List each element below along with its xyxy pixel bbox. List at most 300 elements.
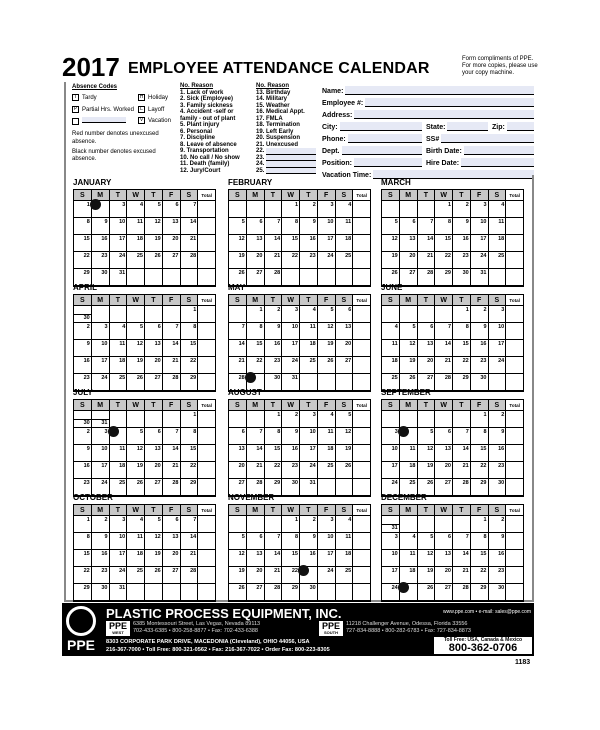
day-cell[interactable]: 16	[471, 340, 489, 357]
day-cell[interactable]: 13	[229, 445, 247, 462]
day-cell[interactable]: 2	[471, 306, 489, 323]
day-cell[interactable]: 6	[247, 533, 265, 550]
day-cell[interactable]: 5	[127, 323, 145, 340]
day-cell[interactable]: 29	[471, 479, 489, 496]
week-total-cell[interactable]	[353, 411, 370, 428]
day-cell[interactable]: 2	[74, 323, 92, 340]
day-cell[interactable]: 29	[247, 374, 265, 391]
day-cell[interactable]: 16	[282, 445, 300, 462]
day-cell[interactable]: 19	[145, 235, 163, 252]
day-cell[interactable]: 27	[400, 269, 418, 286]
day-cell[interactable]: 12	[229, 550, 247, 567]
day-cell[interactable]: 12	[145, 533, 163, 550]
week-total-cell[interactable]	[353, 357, 370, 374]
day-cell[interactable]: 11	[336, 218, 354, 235]
day-cell[interactable]: 28	[163, 374, 181, 391]
week-total-cell[interactable]	[506, 462, 523, 479]
day-cell[interactable]: 23	[471, 357, 489, 374]
day-cell[interactable]	[229, 411, 247, 428]
day-cell[interactable]	[400, 306, 418, 323]
day-cell[interactable]: 26	[418, 584, 436, 601]
day-cell[interactable]: 30	[300, 584, 318, 601]
day-cell[interactable]: 24	[382, 479, 400, 496]
day-cell[interactable]: 20	[336, 340, 354, 357]
day-cell[interactable]: 17	[92, 462, 110, 479]
day-cell[interactable]: 14	[247, 445, 265, 462]
week-total-cell[interactable]	[198, 533, 215, 550]
week-total-cell[interactable]	[353, 201, 370, 218]
day-cell[interactable]: 28	[163, 479, 181, 496]
day-cell[interactable]	[247, 201, 265, 218]
day-cell[interactable]: 9	[282, 428, 300, 445]
week-total-cell[interactable]	[198, 323, 215, 340]
day-cell[interactable]: 5	[382, 218, 400, 235]
day-cell[interactable]: 7	[163, 428, 181, 445]
day-cell[interactable]: 11	[318, 428, 336, 445]
week-total-cell[interactable]	[353, 428, 370, 445]
day-cell[interactable]	[336, 584, 354, 601]
week-total-cell[interactable]	[198, 445, 215, 462]
day-cell[interactable]: 3	[318, 516, 336, 533]
day-cell[interactable]	[382, 411, 400, 428]
week-total-cell[interactable]	[506, 411, 523, 428]
day-cell[interactable]: 23	[74, 479, 92, 496]
day-cell[interactable]: 1	[471, 516, 489, 533]
day-cell[interactable]: 27	[145, 374, 163, 391]
day-cell[interactable]: 10	[92, 445, 110, 462]
day-cell[interactable]: 2	[74, 428, 92, 445]
week-total-cell[interactable]	[353, 516, 370, 533]
day-cell[interactable]	[92, 411, 110, 428]
day-cell[interactable]: 28	[418, 269, 436, 286]
day-cell[interactable]: 16	[300, 235, 318, 252]
day-cell[interactable]: 5	[127, 428, 145, 445]
day-cell[interactable]: 18	[127, 550, 145, 567]
day-cell[interactable]	[74, 411, 92, 428]
day-cell[interactable]: 28	[229, 374, 247, 391]
day-cell[interactable]: 25	[400, 584, 418, 601]
day-cell[interactable]: 10	[318, 218, 336, 235]
day-cell[interactable]	[265, 516, 283, 533]
day-cell[interactable]: 20	[400, 252, 418, 269]
day-cell[interactable]: 15	[181, 445, 199, 462]
day-cell[interactable]: 30	[92, 269, 110, 286]
day-cell[interactable]: 12	[127, 340, 145, 357]
day-cell[interactable]: 15	[435, 235, 453, 252]
day-cell[interactable]: 15	[453, 340, 471, 357]
overflow-day[interactable]: 31	[382, 524, 399, 532]
day-cell[interactable]: 31	[110, 269, 128, 286]
day-cell[interactable]: 26	[127, 479, 145, 496]
day-cell[interactable]: 13	[247, 235, 265, 252]
week-total-cell[interactable]	[198, 306, 215, 323]
day-cell[interactable]: 16	[453, 235, 471, 252]
day-cell[interactable]: 11	[400, 445, 418, 462]
day-cell[interactable]: 17	[471, 235, 489, 252]
day-cell[interactable]: 8	[181, 323, 199, 340]
day-cell[interactable]: 25	[127, 567, 145, 584]
week-total-cell[interactable]	[353, 235, 370, 252]
day-cell[interactable]: 17	[318, 550, 336, 567]
day-cell[interactable]: 7	[265, 533, 283, 550]
day-cell[interactable]: 2	[453, 201, 471, 218]
day-cell[interactable]	[435, 516, 453, 533]
day-cell[interactable]: 23	[489, 567, 507, 584]
week-total-cell[interactable]	[506, 340, 523, 357]
day-cell[interactable]: 22	[181, 357, 199, 374]
day-cell[interactable]: 13	[163, 218, 181, 235]
day-cell[interactable]: 21	[163, 357, 181, 374]
day-cell[interactable]: 10	[92, 340, 110, 357]
day-cell[interactable]	[265, 201, 283, 218]
day-cell[interactable]: 3	[300, 411, 318, 428]
day-cell[interactable]: 4	[489, 201, 507, 218]
week-total-cell[interactable]	[353, 445, 370, 462]
week-total-cell[interactable]	[506, 445, 523, 462]
day-cell[interactable]	[247, 411, 265, 428]
day-cell[interactable]: 22	[282, 567, 300, 584]
day-cell[interactable]: 27	[418, 374, 436, 391]
week-total-cell[interactable]	[506, 357, 523, 374]
day-cell[interactable]: 12	[382, 235, 400, 252]
day-cell[interactable]: 31	[282, 374, 300, 391]
day-cell[interactable]: 19	[145, 550, 163, 567]
day-cell[interactable]: 19	[127, 462, 145, 479]
day-cell[interactable]: 30	[265, 374, 283, 391]
week-total-cell[interactable]	[506, 550, 523, 567]
day-cell[interactable]: 29	[74, 584, 92, 601]
day-cell[interactable]: 1	[453, 306, 471, 323]
week-total-cell[interactable]	[353, 550, 370, 567]
vacation-time-field[interactable]: Vacation Time:	[322, 170, 534, 179]
day-cell[interactable]: 21	[265, 252, 283, 269]
day-cell[interactable]: 3	[92, 428, 110, 445]
day-cell[interactable]: 12	[418, 550, 436, 567]
day-cell[interactable]: 7	[265, 218, 283, 235]
day-cell[interactable]: 29	[471, 584, 489, 601]
code-box[interactable]	[72, 118, 79, 125]
day-cell[interactable]: 3	[382, 428, 400, 445]
day-cell[interactable]: 26	[127, 374, 145, 391]
employee-number-field[interactable]: Employee #:	[322, 98, 534, 107]
day-cell[interactable]: 16	[489, 445, 507, 462]
day-cell[interactable]: 27	[247, 584, 265, 601]
day-cell[interactable]: 16	[489, 550, 507, 567]
day-cell[interactable]: 13	[163, 533, 181, 550]
day-cell[interactable]: 7	[247, 428, 265, 445]
birth-date-field[interactable]: Birth Date:	[426, 146, 534, 155]
day-cell[interactable]: 1	[471, 411, 489, 428]
day-cell[interactable]: 1	[435, 201, 453, 218]
day-cell[interactable]	[127, 584, 145, 601]
week-total-cell[interactable]	[353, 218, 370, 235]
day-cell[interactable]: 5	[145, 201, 163, 218]
day-cell[interactable]: 27	[435, 584, 453, 601]
day-cell[interactable]: 4	[336, 516, 354, 533]
day-cell[interactable]: 25	[400, 479, 418, 496]
day-cell[interactable]: 4	[318, 411, 336, 428]
day-cell[interactable]: 10	[382, 550, 400, 567]
day-cell[interactable]: 25	[110, 479, 128, 496]
day-cell[interactable]: 22	[247, 357, 265, 374]
day-cell[interactable]: 9	[74, 445, 92, 462]
day-cell[interactable]: 29	[74, 269, 92, 286]
day-cell[interactable]: 8	[74, 533, 92, 550]
week-total-cell[interactable]	[506, 584, 523, 601]
day-cell[interactable]: 20	[145, 357, 163, 374]
day-cell[interactable]: 21	[418, 252, 436, 269]
day-cell[interactable]	[127, 306, 145, 323]
week-total-cell[interactable]	[353, 584, 370, 601]
day-cell[interactable]: 12	[418, 445, 436, 462]
day-cell[interactable]: 4	[110, 428, 128, 445]
day-cell[interactable]: 19	[418, 462, 436, 479]
day-cell[interactable]: 3	[110, 516, 128, 533]
day-cell[interactable]: 18	[382, 357, 400, 374]
day-cell[interactable]: 23	[453, 252, 471, 269]
day-cell[interactable]: 19	[127, 357, 145, 374]
day-cell[interactable]	[229, 306, 247, 323]
day-cell[interactable]: 8	[265, 428, 283, 445]
day-cell[interactable]: 25	[318, 462, 336, 479]
day-cell[interactable]: 9	[74, 340, 92, 357]
day-cell[interactable]: 16	[74, 462, 92, 479]
day-cell[interactable]: 5	[229, 533, 247, 550]
day-cell[interactable]: 3	[92, 323, 110, 340]
day-cell[interactable]: 12	[400, 340, 418, 357]
day-cell[interactable]: 20	[435, 567, 453, 584]
week-total-cell[interactable]	[506, 323, 523, 340]
day-cell[interactable]: 6	[163, 516, 181, 533]
day-cell[interactable]: 11	[300, 323, 318, 340]
day-cell[interactable]: 30	[92, 584, 110, 601]
day-cell[interactable]: 25	[382, 374, 400, 391]
day-cell[interactable]: 16	[265, 340, 283, 357]
day-cell[interactable]: 20	[247, 252, 265, 269]
day-cell[interactable]: 5	[400, 323, 418, 340]
day-cell[interactable]	[435, 411, 453, 428]
day-cell[interactable]: 11	[110, 445, 128, 462]
day-cell[interactable]	[247, 516, 265, 533]
day-cell[interactable]: 15	[471, 445, 489, 462]
day-cell[interactable]: 29	[265, 479, 283, 496]
day-cell[interactable]: 25	[110, 374, 128, 391]
day-cell[interactable]: 6	[435, 428, 453, 445]
day-cell[interactable]	[400, 201, 418, 218]
day-cell[interactable]: 1	[181, 411, 199, 428]
day-cell[interactable]: 22	[435, 252, 453, 269]
day-cell[interactable]: 11	[127, 218, 145, 235]
day-cell[interactable]: 2	[92, 516, 110, 533]
day-cell[interactable]: 15	[282, 235, 300, 252]
day-cell[interactable]: 29	[282, 584, 300, 601]
day-cell[interactable]: 9	[453, 218, 471, 235]
day-cell[interactable]: 23	[92, 252, 110, 269]
day-cell[interactable]: 12	[145, 218, 163, 235]
day-cell[interactable]: 17	[300, 445, 318, 462]
day-cell[interactable]: 2	[489, 516, 507, 533]
week-total-cell[interactable]	[198, 218, 215, 235]
day-cell[interactable]: 27	[229, 479, 247, 496]
day-cell[interactable]: 15	[247, 340, 265, 357]
overflow-day[interactable]: 30	[74, 314, 91, 322]
day-cell[interactable]: 4	[127, 201, 145, 218]
day-cell[interactable]	[163, 306, 181, 323]
day-cell[interactable]: 18	[300, 340, 318, 357]
day-cell[interactable]: 22	[74, 567, 92, 584]
day-cell[interactable]: 20	[145, 462, 163, 479]
week-total-cell[interactable]	[198, 235, 215, 252]
day-cell[interactable]: 21	[265, 567, 283, 584]
custom-code-line[interactable]	[82, 117, 126, 123]
day-cell[interactable]: 9	[265, 323, 283, 340]
day-cell[interactable]: 13	[145, 445, 163, 462]
day-cell[interactable]: 28	[435, 374, 453, 391]
day-cell[interactable]: 14	[163, 445, 181, 462]
day-cell[interactable]: 14	[181, 533, 199, 550]
day-cell[interactable]: 15	[282, 550, 300, 567]
day-cell[interactable]: 19	[418, 567, 436, 584]
day-cell[interactable]: 6	[145, 323, 163, 340]
day-cell[interactable]: 22	[471, 567, 489, 584]
day-cell[interactable]: 14	[265, 235, 283, 252]
day-cell[interactable]: 17	[282, 340, 300, 357]
day-cell[interactable]: 9	[489, 533, 507, 550]
day-cell[interactable]: 14	[453, 550, 471, 567]
day-cell[interactable]: 5	[336, 411, 354, 428]
day-cell[interactable]: 13	[145, 340, 163, 357]
day-cell[interactable]: 20	[229, 462, 247, 479]
day-cell[interactable]: 17	[110, 235, 128, 252]
day-cell[interactable]: 27	[435, 479, 453, 496]
day-cell[interactable]: 15	[74, 550, 92, 567]
day-cell[interactable]	[418, 306, 436, 323]
day-cell[interactable]: 26	[318, 357, 336, 374]
day-cell[interactable]: 3	[382, 533, 400, 550]
day-cell[interactable]	[145, 584, 163, 601]
day-cell[interactable]: 28	[265, 269, 283, 286]
day-cell[interactable]: 22	[282, 252, 300, 269]
day-cell[interactable]: 18	[400, 567, 418, 584]
day-cell[interactable]: 26	[400, 374, 418, 391]
day-cell[interactable]: 8	[181, 428, 199, 445]
day-cell[interactable]: 5	[145, 516, 163, 533]
day-cell[interactable]: 9	[300, 533, 318, 550]
day-cell[interactable]: 27	[247, 269, 265, 286]
day-cell[interactable]: 4	[110, 323, 128, 340]
day-cell[interactable]: 13	[336, 323, 354, 340]
address-field[interactable]: Address:	[322, 110, 534, 119]
day-cell[interactable]	[435, 306, 453, 323]
week-total-cell[interactable]	[198, 584, 215, 601]
day-cell[interactable]: 18	[318, 445, 336, 462]
day-cell[interactable]: 24	[282, 357, 300, 374]
day-cell[interactable]: 10	[318, 533, 336, 550]
day-cell[interactable]: 5	[229, 218, 247, 235]
day-cell[interactable]	[229, 201, 247, 218]
day-cell[interactable]: 2	[282, 411, 300, 428]
day-cell[interactable]: 1	[181, 306, 199, 323]
day-cell[interactable]: 2	[300, 516, 318, 533]
day-cell[interactable]: 19	[400, 357, 418, 374]
day-cell[interactable]: 14	[265, 550, 283, 567]
week-total-cell[interactable]	[198, 357, 215, 374]
day-cell[interactable]	[181, 584, 199, 601]
day-cell[interactable]: 28	[181, 252, 199, 269]
day-cell[interactable]: 14	[163, 340, 181, 357]
day-cell[interactable]: 20	[435, 462, 453, 479]
day-cell[interactable]: 16	[74, 357, 92, 374]
week-total-cell[interactable]	[198, 252, 215, 269]
week-total-cell[interactable]	[353, 252, 370, 269]
day-cell[interactable]	[145, 411, 163, 428]
week-total-cell[interactable]	[506, 252, 523, 269]
day-cell[interactable]	[400, 516, 418, 533]
day-cell[interactable]: 3	[282, 306, 300, 323]
day-cell[interactable]: 20	[163, 235, 181, 252]
day-cell[interactable]: 19	[382, 252, 400, 269]
day-cell[interactable]: 28	[247, 479, 265, 496]
day-cell[interactable]: 8	[471, 533, 489, 550]
day-cell[interactable]: 29	[181, 479, 199, 496]
week-total-cell[interactable]	[506, 306, 523, 323]
day-cell[interactable]: 4	[400, 428, 418, 445]
day-cell[interactable]: 6	[163, 201, 181, 218]
day-cell[interactable]: 17	[318, 235, 336, 252]
day-cell[interactable]: 1	[282, 516, 300, 533]
day-cell[interactable]: 11	[489, 218, 507, 235]
day-cell[interactable]: 6	[247, 218, 265, 235]
week-total-cell[interactable]	[506, 428, 523, 445]
day-cell[interactable]: 7	[181, 201, 199, 218]
day-cell[interactable]: 13	[435, 445, 453, 462]
day-cell[interactable]: 17	[382, 462, 400, 479]
day-cell[interactable]: 26	[418, 479, 436, 496]
day-cell[interactable]: 19	[318, 340, 336, 357]
day-cell[interactable]: 6	[418, 323, 436, 340]
day-cell[interactable]: 27	[145, 479, 163, 496]
day-cell[interactable]: 23	[92, 567, 110, 584]
day-cell[interactable]: 5	[318, 306, 336, 323]
day-cell[interactable]: 1	[247, 306, 265, 323]
day-cell[interactable]: 23	[300, 252, 318, 269]
day-cell[interactable]: 23	[265, 357, 283, 374]
day-cell[interactable]: 23	[489, 462, 507, 479]
day-cell[interactable]: 2	[489, 411, 507, 428]
day-cell[interactable]: 10	[282, 323, 300, 340]
day-cell[interactable]: 2	[265, 306, 283, 323]
city-field[interactable]: City:	[322, 122, 422, 131]
overflow-day[interactable]: 31	[92, 419, 109, 427]
day-cell[interactable]: 24	[300, 462, 318, 479]
day-cell[interactable]	[382, 306, 400, 323]
day-cell[interactable]: 8	[74, 218, 92, 235]
day-cell[interactable]: 8	[282, 533, 300, 550]
week-total-cell[interactable]	[198, 567, 215, 584]
day-cell[interactable]: 21	[435, 357, 453, 374]
day-cell[interactable]: 3	[318, 201, 336, 218]
day-cell[interactable]: 17	[489, 340, 507, 357]
day-cell[interactable]: 27	[163, 567, 181, 584]
day-cell[interactable]: 10	[489, 323, 507, 340]
week-total-cell[interactable]	[198, 428, 215, 445]
day-cell[interactable]: 1	[282, 201, 300, 218]
day-cell[interactable]: 31	[300, 479, 318, 496]
day-cell[interactable]	[163, 584, 181, 601]
day-cell[interactable]	[418, 516, 436, 533]
day-cell[interactable]: 15	[74, 235, 92, 252]
week-total-cell[interactable]	[353, 340, 370, 357]
